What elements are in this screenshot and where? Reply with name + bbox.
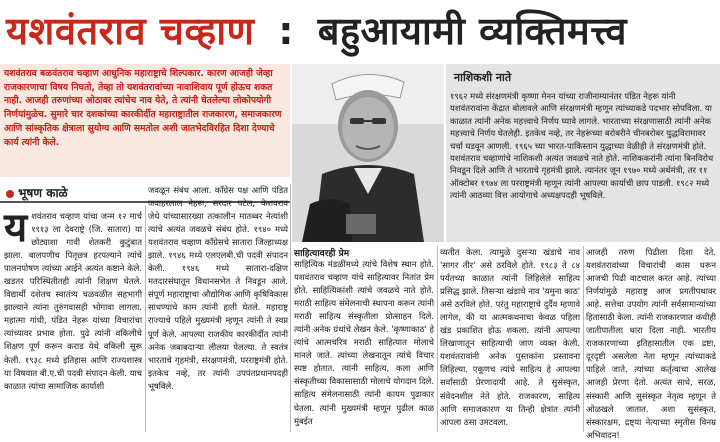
column-separator [290,184,291,432]
author-name: भूषण काळे [18,186,68,200]
column-1-text: शवंतराव चव्हाण यांचा जन्म १२ मार्च १९१३ ला देवराष्ट्रे (जि. सातारा) या छोट्याशा गावी शेतकरी कुटुंबात झाला. बालपणीच पितृछत्र हरपल्याने त्यांचे पालनपोषण त्यांच्या आईने अत्यंत कष्टाने केले. खडतर परिस्थितीतही त्यांनी शिक्षण घेतले. विद्यार्थी दशेतच स्वातंत्र्य चळवळीत सहभागी झाल्याने त्यांना तुरुंगवासही भोगावा लागला. महात्मा गांधी, पंडित नेहरू यांच्या विचारांचा त्यांच्यावर प्रभाव होता. पुढे त्यांनी वकिलीचे शिक्षण पूर्ण करून कराड येथे वकिली सुरू केली. १९३८ मध्ये इतिहास आणि राज्यशास्त्र या विषयात बी.ए.ची पदवी संपादन केली. याच काळात त्यांचा सामाजिक कार्याशी [4,211,142,391]
article-column-5: आजही तरुण पिढीला दिशा देते. यशवंतरावांच्या विचारांची कास धरून आजची पिढी वाटचाल करत आहे. त्यांच्या निर्णयांमुळे महाराष्ट्र आज प्रगतीपथावर आहे. सत्तेचा उपयोग त्यांनी सर्वसामान्यांच्या हितासाठी केला. त्यांनी राजकारणात कधीही जातीपातीला थारा दिला नाही. भारतीय राजकारणाच्या इतिहासातील एक द्रष्टा, दूरदृष्टी असलेला नेता म्हणून त्यांच्याकडे पाहिले जाते. त्यांच्या कर्तृत्वाचा आलेख आजही प्रेरणा देतो. अत्यंत साधे, सरळ, संस्कारी आणि सुसंस्कृत नेतृत्व म्हणून ते ओळखले जातात. अशा सुसंस्कृत, संस्कारक्षम, द्रष्ट्या नेत्याच्या स्मृतीस विनम्र अभिवादन! [586,247,716,440]
author-byline [6,184,68,201]
title-part-2: बहुआयामी व्यक्तिमत्त्व [317,9,628,53]
sidebar-text: १९६२ मध्ये संरक्षणमंत्री कृष्णा मेनन यांच्या राजीनाम्यानंतर पंडित नेहरू यांनी यशवंतरावांना केंद्रात बोलावले आणि संरक्षणमंत्री म्हणून त्यांच्याकडे पदभार सोपविला. या काळात त्यांनी अनेक महत्त्वाचे निर्णय घ्यावे लागले. भारताच्या संरक्षणासाठी त्यांनी अनेक महत्त्वाचे निर्णय घेतलेही. इतकेच नव्हे, तर नेहरूंच्या बरोबरीने चीनबरोबर युद्धविरामावर चर्चा घडवून आणली. १९६५ च्या भारत-पाकिस्तान युद्धाच्या वेळीही ते संरक्षणमंत्री होते. यशवंतराव चव्हाणांचे नाशिकशी अत्यंत जवळचे नाते होते. नाशिककरांनी त्यांना बिनविरोध निवडून दिले आणि ते भारताचे गृहमंत्री झाले. त्यानंतर जून १९७० मध्ये अर्थमंत्री, तर ११ ऑक्टोबर १९७४ ला परराष्ट्रमंत्री म्हणून त्यांनी आपल्या कार्याची छाप पाडली. १९८२ मध्ये त्यांनी आठव्या वित्त आयोगाचे अध्यक्षपदही भूषविले. [450,91,714,201]
article-column-4: व्यतीत केला. त्यामुळे दुसऱ्या खंडाचे नाव 'सागर तीर' असे ठरविले होते. १९८३ ते ८४ पर्यंतच्या काळात त्यांनी लिहिलेले साहित्य प्रसिद्ध झाले. तिसऱ्या खंडाचे नाव 'यमुना काठ' असे ठरविले होते. परंतु महाराष्ट्राचे दुर्दैव म्हणावे लागेल, की या आत्मकथनाचा केवळ पहिला खंड प्रकाशित होऊ शकला. त्यांनी आपल्या लिखाणातून साहित्याची जाण व्यक्त केली. यशवंतरावांनी अनेक पुस्तकांना प्रस्तावना लिहिल्या. एकूणच त्यांचे साहित्य हे आपल्या सर्वांसाठी प्रेरणादायी आहे. ते सुसंस्कृत, संवेदनशील नेते होते. राजकारण, साहित्य आणि समाजकारण या तिन्ही क्षेत्रांत त्यांनी आपला ठसा उमटवला. [440,247,580,427]
column-separator [145,206,146,432]
drop-cap: य [4,205,28,251]
section-heading: साहित्यावरही प्रेम [294,249,350,259]
article-column-2: जवळून संबंध आला. काँग्रेस पक्ष आणि पंडित जवाहरलाल नेहरू, सरदार पटेल, केशवराव जेधे यांच्यासारख्या तत्कालीन मातब्बर नेत्यांशी त्यांचे अत्यंत जवळचे संबंध होते. १९४० मध्ये यशवंतराव चव्हाण काँग्रेसचे सातारा जिल्हाध्यक्ष झाले. १९४६ मध्ये एलएलबी.ची पदवी संपादन केली. १९४६ मध्ये सातारा-दक्षिण मतदारसंघातून विधानसभेत ते निवडून आले. संपूर्ण महाराष्ट्राचा औद्योगिक आणि कृषिविकास साधण्याचे काम त्यांनी हाती घेतले. महाराष्ट्र राज्याचे पहिले मुख्यमंत्री म्हणून त्यांनी ते स्वप्न पूर्ण केले. आपल्या राजकीय कारकीर्दीत त्यांनी अनेक जबाबदाऱ्या लीलया पेलल्या. ते स्वतंत्र भारताचे गृहमंत्री, संरक्षणमंत्री, परराष्ट्रमंत्री होते. इतकेच नव्हे, तर त्यांनी उपपंतप्रधानपदही भूषविले. [148,185,288,391]
portrait-photo [292,64,444,242]
article-column-1 [4,205,142,432]
column-separator [437,246,438,432]
page-title [6,2,627,60]
column-separator [583,246,584,432]
bullet-icon [6,190,14,198]
headline-banner [0,0,720,62]
title-part-1: यशवंतराव चव्हाण [6,9,255,53]
portrait-illustration [292,64,444,242]
article-column-3: साहित्यिक मंडळींमध्ये त्यांचे विशेष स्थान होते. यशवंतराव चव्हाण यांचे साहित्यावर नितांत प्रेम होते. साहित्यिकांशी त्यांचे जवळचे नाते होते. मराठी साहित्य संमेलनाची स्थापना करून त्यांनी मराठी साहित्य संस्कृतीला प्रोत्साहन दिले. त्यांनी अनेक ग्रंथांचे लेखन केले. 'कृष्णाकाठ' हे त्यांचे आत्मचरित्र मराठी साहित्यात मोलाचे मानले जाते. त्यांच्या लेखनातून त्यांचे विचार स्पष्ट होतात. त्यांनी साहित्य, कला आणि संस्कृतीच्या विकासासाठी मोलाचे योगदान दिले. साहित्य संमेलनासाठी त्यांनी कायम पुढाकार घेतला. त्यांनी मुख्यमंत्री म्हणून पुढील काळ मुंबईत [294,259,434,426]
title-separator: : [278,9,294,53]
sidebar-title: नाशिकशी नाते [454,71,512,84]
intro-text: यशवंतराव बळवंतराव चव्हाण आधुनिक महाराष्ट्राचे शिल्पकार. कारण आजही जेव्हा राजकारणाचा विषय निघतो, तेव्हा तो यशवंतरावांच्या नावाशिवाय पूर्ण होऊच शकत नाही. आजही तरुणांच्या ओठावर त्यांचेच नाव येते, ते त्यांनी घेतलेल्या लोकोपयोगी निर्णयांमुळेच. सुमारे चार दशकांच्या कारकीर्दीत महाराष्ट्रातील राजकारण, समाजकारण आणि सांस्कृतिक क्षेत्राला सुयोग्य आणि समतोल अशी जातभेदविरहित दिशा देण्याचे कार्य त्यांनी केले. [4,69,282,148]
